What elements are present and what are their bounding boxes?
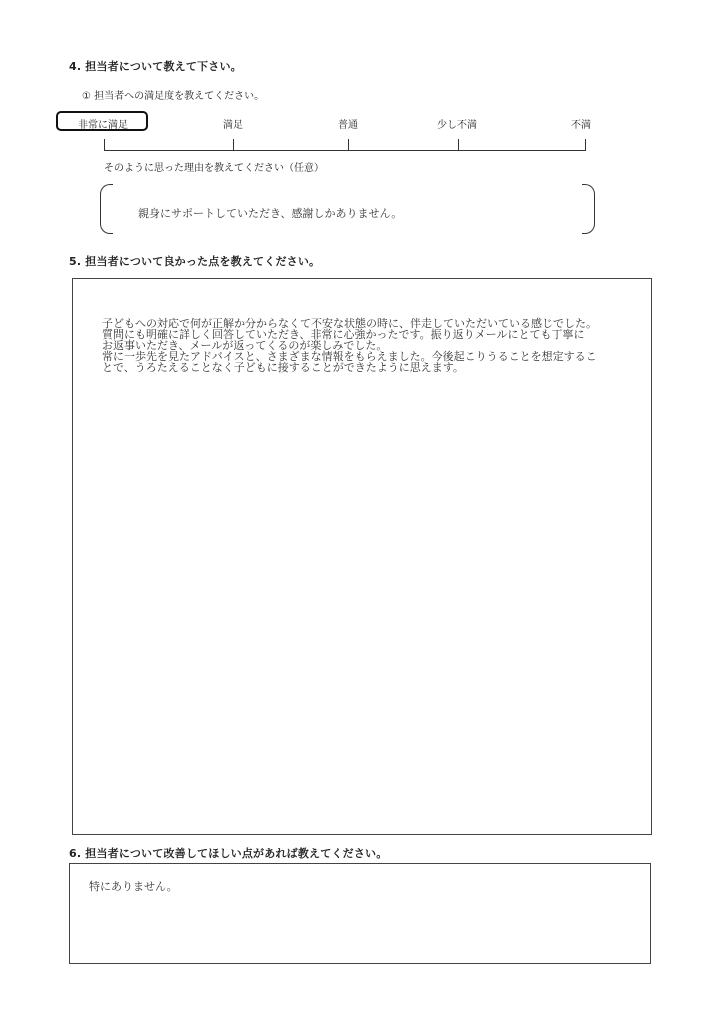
q5-answer-line: とで、うろたえることなく子どもに接することができたように思えます。 bbox=[102, 361, 464, 374]
scale-tick bbox=[458, 139, 459, 151]
q5-answer-line: 子どもへの対応で何が正解か分からなくて不安な状態の時に、伴走していただいている感じでした。 bbox=[102, 317, 597, 330]
q4-title: 4. 担当者について教えて下さい。 bbox=[69, 60, 242, 73]
scale-tick bbox=[104, 139, 105, 151]
rating-scale-line bbox=[104, 150, 586, 151]
scale-tick bbox=[585, 139, 586, 151]
q4-subquestion: ① 担当者への満足度を教えてください。 bbox=[82, 91, 265, 102]
scale-option-very-satisfied[interactable]: 非常に満足 bbox=[78, 120, 128, 131]
bracket-left bbox=[100, 184, 113, 234]
scale-option-slightly-dissatisfied[interactable]: 少し不満 bbox=[437, 120, 477, 131]
scale-tick bbox=[348, 139, 349, 151]
q5-answer-line: 質問にも明確に詳しく回答していただき、非常に心強かったです。振り返りメールにとても丁寧に bbox=[102, 328, 585, 341]
q5-title: 5. 担当者について良かった点を教えてください。 bbox=[69, 255, 321, 268]
bracket-right bbox=[582, 184, 595, 234]
q5-answer-line: お返事いただき、メールが返ってくるのが楽しみでした。 bbox=[102, 339, 388, 352]
reason-text: 親身にサポートしていただき、感謝しかありません。 bbox=[138, 207, 403, 220]
scale-option-neutral[interactable]: 普通 bbox=[338, 120, 358, 131]
q5-answer-text bbox=[102, 318, 647, 373]
q5-answer-line: 常に一歩先を見たアドバイスと、さまざまな情報をもらえました。今後起こりうることを想定するこ bbox=[102, 350, 597, 363]
reason-label: そのように思った理由を教えてください（任意） bbox=[104, 163, 324, 174]
scale-tick bbox=[233, 139, 234, 151]
scale-option-satisfied[interactable]: 満足 bbox=[223, 120, 243, 131]
scale-option-dissatisfied[interactable]: 不満 bbox=[571, 120, 591, 131]
q6-title: 6. 担当者について改善してほしい点があれば教えてください。 bbox=[69, 847, 388, 860]
q6-answer-text: 特にありません。 bbox=[89, 880, 178, 893]
